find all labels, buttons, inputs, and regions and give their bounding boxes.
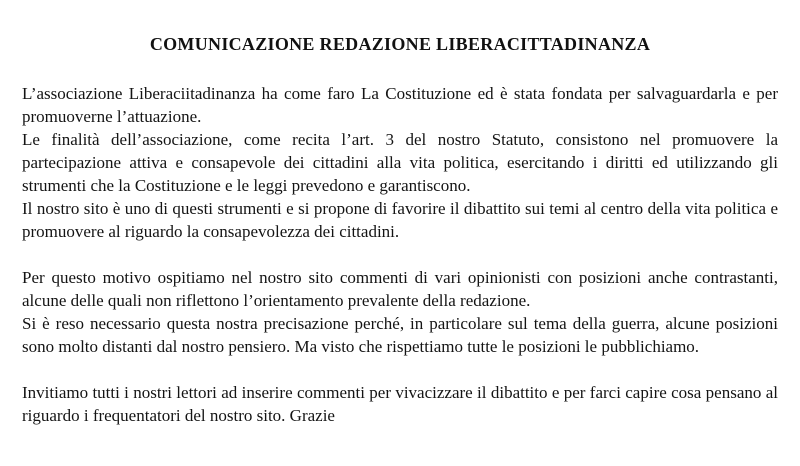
document-body [0, 82, 800, 427]
paragraph-block-intro [22, 82, 778, 243]
document-title: COMUNICAZIONE REDAZIONE LIBERACITTADINANZA [149, 34, 651, 54]
paragraph: Per questo motivo ospitiamo nel nostro sito commenti di vari opinionisti con posizioni anche contrastanti, alcune delle quali non riflettono l’orientamento prevalente della redazione. [22, 268, 778, 310]
paragraph: Il nostro sito è uno di questi strumenti e si propone di favorire il dibattito sui temi al centro della vita politica e promuovere al riguardo la consapevolezza dei cittadini. [22, 199, 778, 241]
paragraph: L’associazione Liberaciitadinanza ha come faro La Costituzione ed è stata fondata per salvaguardarla e per promuoverne l’attuazione. [22, 84, 778, 126]
paragraph-block-precisazione [22, 266, 778, 358]
paragraph-block-invito [22, 381, 778, 427]
paragraph: Invitiamo tutti i nostri lettori ad inserire commenti per vivacizzare il dibattito e per farci capire cosa pensano al riguardo i frequentatori del nostro sito. Grazie [22, 383, 778, 425]
paragraph: Le finalità dell’associazione, come recita l’art. 3 del nostro Statuto, consistono nel promuovere la partecipazione attiva e consapevole dei cittadini alla vita politica, esercitando i diritti ed utilizzando gli strumenti che la Costituzione e le leggi prevedono e garantiscono. [22, 130, 778, 195]
paragraph: Si è reso necessario questa nostra precisazione perché, in particolare sul tema della guerra, alcune posizioni sono molto distanti dal nostro pensiero. Ma visto che rispettiamo tutte le posizioni le pubblichiamo. [22, 314, 778, 356]
